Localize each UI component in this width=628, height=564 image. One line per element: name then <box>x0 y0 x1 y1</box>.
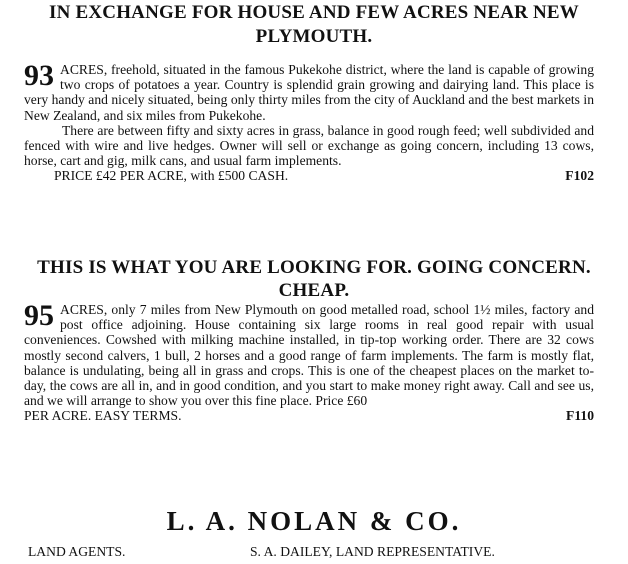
firm-name: L. A. NOLAN & CO. <box>166 506 462 536</box>
ad1-paragraph-1 <box>24 59 594 123</box>
ad1-body <box>24 59 594 184</box>
ad2-paragraph-1 <box>24 299 594 409</box>
ad2-paragraph-1-text: ACRES, only 7 miles from New Plymouth on good metalled road, school 1½ miles, factory and post office adjoining. House containing six large rooms in real good repair with usual conveniences. Cowshed with milking machine installed, in tip-top working order. There are 32 cows mostly second calvers, 1 bull, 2 horses and a good range of farm implements. The farm is mostly flat, balance is undulating, being all in grass and crops. This is one of the cheapest places on the market to-day, the cows are all in, and in good condition, and you start to make money right away. Call and see us, and we will arrange to show you over this fine place. Price £60 <box>24 302 594 409</box>
firm-land-agents: LAND AGENTS. <box>28 544 126 559</box>
ad2-headline-line1: THIS IS WHAT YOU ARE LOOKING FOR. GOING CONCERN. <box>37 257 591 278</box>
ad2-headline-line2: CHEAP. <box>278 280 350 301</box>
ad1-paragraph-2: There are between fifty and sixty acres in grass, balance in good rough feed; well subdivided and fenced with wire and live hedges. Owner will sell or exchange as going concern, including 13 cows, horse, cart and gig, milk cans, and usual farm implements. <box>24 122 594 169</box>
ad2-reference: F110 <box>566 408 594 424</box>
ad1-reference: F102 <box>565 168 594 184</box>
ad1-acre-number: 93 <box>24 59 54 92</box>
ad1-price-row <box>24 168 594 183</box>
ad2-body <box>24 299 594 424</box>
ad2-price-row <box>24 408 594 423</box>
ad2-acre-number: 95 <box>24 299 54 332</box>
ad1-headline-line2: PLYMOUTH. <box>255 26 373 47</box>
ad1-headline-line1: IN EXCHANGE FOR HOUSE AND FEW ACRES NEAR NEW <box>49 2 579 23</box>
ad1-paragraph-1-text: ACRES, freehold, situated in the famous Pukekohe district, where the land is capable of growing two crops of potatoes a year. Country is splendid grain growing and dairying land. This place is very handy and nicely situated, being only thirty miles from the city of Auckland and the best markets in New Zealand, and six miles from Pukekohe. <box>24 62 594 123</box>
ad2-price: PER ACRE. EASY TERMS. <box>24 408 182 424</box>
ad1-price: PRICE £42 PER ACRE, with £500 CASH. <box>54 168 289 184</box>
firm-land-representative: S. A. DAILEY, LAND REPRESENTATIVE. <box>250 544 495 559</box>
